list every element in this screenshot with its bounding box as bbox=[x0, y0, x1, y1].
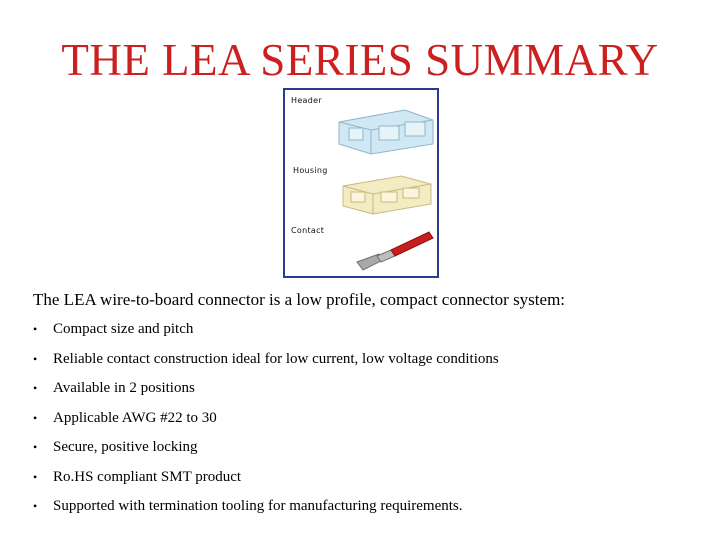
connector-figure bbox=[283, 88, 439, 278]
contact-component-image bbox=[351, 226, 435, 274]
header-label: Header bbox=[291, 96, 322, 105]
list-item-text: Reliable contact construction ideal for low current, low voltage conditions bbox=[53, 350, 499, 367]
list-item bbox=[33, 377, 499, 407]
contact-label: Contact bbox=[291, 226, 325, 235]
intro-text: The LEA wire-to-board connector is a low profile, compact connector system: bbox=[33, 290, 566, 309]
list-item-text: Supported with termination tooling for manufacturing requirements. bbox=[53, 498, 463, 514]
list-item bbox=[33, 436, 499, 466]
feature-list bbox=[33, 318, 499, 525]
list-item bbox=[33, 466, 499, 496]
housing-label: Housing bbox=[293, 166, 328, 175]
list-item bbox=[33, 348, 499, 378]
list-item-text: Compact size and pitch bbox=[53, 321, 194, 337]
housing-component-image bbox=[339, 170, 435, 218]
list-item-text: Available in 2 positions bbox=[53, 380, 195, 396]
list-item-text: Secure, positive locking bbox=[53, 439, 198, 455]
bullet-icon: • bbox=[33, 322, 38, 336]
bullet-icon: • bbox=[33, 410, 38, 425]
bullet-icon: • bbox=[33, 469, 38, 484]
list-item-text: Applicable AWG #22 to 30 bbox=[53, 409, 217, 426]
header-component-image bbox=[335, 104, 435, 156]
slide-title: THE LEA SERIES SUMMARY bbox=[61, 35, 659, 85]
list-item-text: Ro.HS compliant SMT product bbox=[53, 468, 242, 485]
bullet-icon: • bbox=[33, 351, 38, 366]
bullet-icon: • bbox=[33, 440, 38, 454]
list-item bbox=[33, 318, 499, 348]
list-item bbox=[33, 495, 499, 525]
bullet-icon: • bbox=[33, 499, 38, 513]
bullet-icon: • bbox=[33, 381, 38, 395]
list-item bbox=[33, 407, 499, 437]
